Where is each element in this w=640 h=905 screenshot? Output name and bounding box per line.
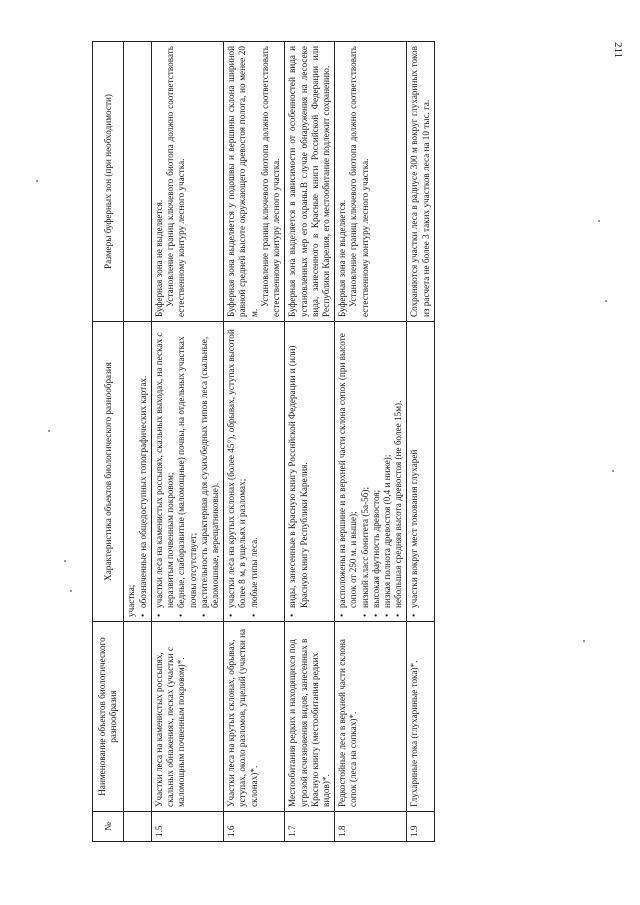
scan-speck: [36, 180, 38, 182]
scan-speck: [70, 590, 72, 592]
characteristics-cell: [407, 322, 434, 622]
header-buffer: Размеры буферных зон (при необходимости): [93, 42, 124, 322]
list-item: • небольшая средняя высота древостоя (не более 15м).: [393, 326, 404, 617]
list-item: • участки леса на крутых склонах (более 45°), обрывах, уступах высотой более 8 м, в ущельях и разломах;: [226, 326, 248, 617]
row-number: 1.8: [335, 812, 407, 842]
list-item: • низкий класс бонитета (5а-5б);: [360, 326, 371, 617]
buffer-cell: [335, 42, 407, 322]
characteristics-cell: [285, 322, 335, 622]
table-row: [151, 42, 223, 842]
list-item: • обозначенные на общедоступных топографических картах.: [138, 326, 149, 617]
list-item: • расположены на вершине и в верхней части склона сопок (при высоте сопок от 250 м. и выше);: [337, 326, 359, 617]
table-header-row: [93, 42, 124, 842]
list-item: • любые типы леса.: [249, 326, 260, 617]
list-item: • низкая полнота древостоя (0,4 и ниже);: [382, 326, 393, 617]
object-name: Редкостойные леса в верхней части склона сопок (леса на сопках)*.: [335, 622, 407, 812]
continuation-row: [124, 42, 151, 842]
buffer-text: Буферная зона выделяется у подошвы и вершины склона шириной равной средней высоте окружающего древостоя полога, но менее 20 м.: [226, 46, 259, 317]
buffer-text: Буферная зона не выделяется.: [153, 199, 164, 317]
scan-speck: [64, 560, 66, 562]
object-name: Местообитания редких и находящихся под угрозой исчезновения видов, занесенных в Красную книгу (местообитания редких видов)*.: [285, 622, 335, 812]
table-row: [335, 42, 407, 842]
continuation-cell: [124, 322, 151, 622]
list-item: • растительность характерная для сухих/бедных типов леса (скальные, беломошные, верещатниковые).: [199, 326, 221, 617]
buffer-text: Установление границ ключевого биотопа должно соответствовать естественному контуру лесного участка.: [348, 46, 370, 317]
list-item: • участки леса на каменистых россыпях, скальных выходах, на песках с неразвитым почвенным покровом;: [154, 326, 176, 617]
buffer-cell: [407, 42, 434, 322]
continuation-text: участка;: [126, 584, 137, 617]
row-number: 1.7: [285, 812, 335, 842]
table-row: [407, 42, 434, 842]
characteristics-cell: [151, 322, 223, 622]
row-number: 1.5: [151, 812, 223, 842]
rotated-table-container: [92, 42, 554, 842]
row-number: 1.6: [224, 812, 285, 842]
biotope-table: [92, 41, 435, 842]
table-row: [285, 42, 335, 842]
list-item: • бедные, слаборазвитые (маломощные) почвы, на отдельных участках почвы отсутствует;: [176, 326, 198, 617]
characteristics-cell: [335, 322, 407, 622]
header-characteristics: Характеристика объектов биологического разнообразия: [93, 322, 124, 622]
row-number: 1.9: [407, 812, 434, 842]
buffer-text: Установление границ ключевого биотопа должно соответствовать естественному контуру лесного участка.: [165, 46, 187, 317]
object-name: Участки леса на каменистых россыпях, скальных обнажениях, песках (участки с маломощным почвенным покровом)*.: [151, 622, 223, 812]
scan-speck: [583, 640, 585, 642]
scan-speck: [605, 300, 607, 302]
page-number: 211: [611, 41, 624, 59]
scan-speck: [598, 220, 600, 222]
list-item: • высокая фаутность древостоя;: [371, 326, 382, 617]
scan-speck: [48, 430, 50, 432]
list-item: • виды, занесенные в Красную книгу Российской Федерации и (или) Красную книгу Республики Карелия.: [287, 326, 309, 617]
buffer-cell: [224, 42, 285, 322]
header-num: №: [93, 812, 124, 842]
characteristics-cell: [224, 322, 285, 622]
table-row: [224, 42, 285, 842]
scan-speck: [612, 470, 614, 472]
header-name: Наименование объектов биологического разнообразия: [93, 622, 124, 812]
list-item: • участки вокруг мест токования глухарей: [409, 326, 420, 617]
object-name: Глухариные тока (глухариные тока)*.: [407, 622, 434, 812]
object-name: Участки леса на крутых склонах, обрывах, уступах, около разломов, ущелий (участки на склонах)*.: [224, 622, 285, 812]
buffer-cell: [285, 42, 335, 322]
buffer-text: Буферная зона не выделяется.: [337, 199, 348, 317]
buffer-text: Сохраняются участки леса в радиусе 300 м вокруг глухариных токов из расчета не более 3 таких участков леса на 10 тыс. га.: [409, 46, 431, 317]
buffer-text: Буферная зона выделяется в зависимости от особенностей вида и установленных мер его охраны.В случае обнаружения на лесосеке вида, занесенного в Красные книги Российской Федерации или Республики Карелия, его местообитание подлежит сохранению.: [287, 46, 331, 317]
buffer-cell: [151, 42, 223, 322]
buffer-text: Установление границ ключевого биотопа должно соответствовать естественному контуру лесного участка.: [259, 46, 282, 317]
